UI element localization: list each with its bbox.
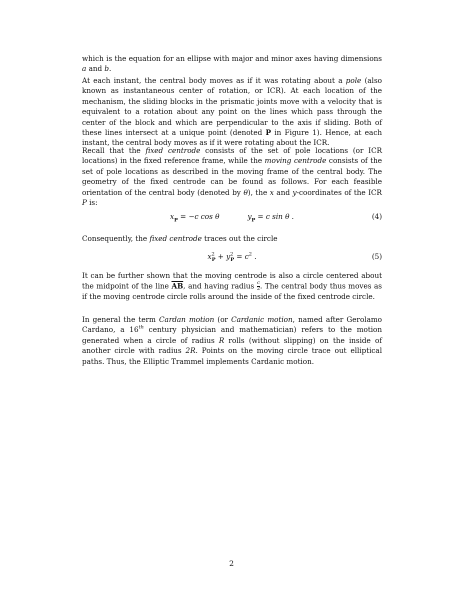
equation-4-body (82, 212, 382, 222)
text-run: consists of the set of pole locations (or ICR locations) in the fixed reference frame, while the (82, 146, 382, 166)
math-end: . (251, 252, 257, 261)
term-moving-centrode: moving centrode (264, 156, 327, 166)
text-run: -coordinates of the ICR (296, 187, 382, 197)
math-a: a (82, 64, 87, 74)
text-run: Consequently, the (82, 234, 150, 243)
math-op: + (215, 252, 227, 261)
math-2R: 2R (185, 346, 196, 356)
text-run: in Figure 1). Hence, at each instant, the central body moves as if it were rotating about the ICR. (82, 128, 382, 148)
text-run: rolls (without slipping) on the inside of another circle with radius (82, 335, 382, 356)
paragraph-ellipse-equation (82, 54, 382, 75)
term-cardanic-motion: Cardanic motion (231, 315, 293, 324)
fraction-denominator: 2 (256, 286, 261, 293)
superscript-th: th (138, 325, 144, 332)
text-run: , and having radius (183, 281, 257, 291)
math-x: x (207, 252, 212, 261)
text-run: 16 (129, 325, 139, 335)
equation-number: (4) (371, 212, 382, 221)
paragraph-pole (82, 76, 382, 149)
paragraph-moving-centrode (82, 271, 382, 303)
math-rhs: = c (234, 252, 249, 261)
math-y: y (226, 252, 231, 261)
text-run: (or (214, 315, 232, 324)
text-run: In general the term (82, 315, 160, 324)
paragraph-consequently (82, 234, 382, 244)
math-sub-P: P (174, 217, 178, 224)
math-sub-P: P (211, 257, 216, 264)
text-run: consists of the set of pole locations as described in the moving frame of the central body. The geometry of the fixed centrode can be found as follows. For each feasible orientation of the central body (denoted by (82, 156, 382, 197)
math-rhs: = −c cos θ (177, 212, 220, 221)
math-y: y (247, 212, 252, 221)
math-sup: 2 (211, 251, 215, 258)
text-run: ), the (247, 187, 270, 197)
text-run: . The central body thus moves as if the moving centrode circle rolls around the inside of the fixed centrode circle. (82, 281, 382, 302)
math-sup: 2 (230, 251, 234, 258)
text-run: At each instant, the central body moves as if it was rotating about a (82, 76, 346, 85)
term-pole: pole (345, 76, 362, 85)
equation-number: (5) (371, 252, 382, 261)
text-run: . Points on the moving circle trace out elliptical paths. Thus, the Elliptic Trammel implements Cardanic motion. (82, 346, 382, 366)
fraction-numerator: c (257, 280, 260, 287)
math-x: x (170, 212, 175, 221)
term-fixed-centrode: fixed centrode (145, 146, 201, 155)
term-cardan-motion: Cardan motion (159, 315, 215, 324)
text-run: and (273, 187, 293, 197)
paragraph-centrode (82, 146, 382, 208)
math-P-bold: P (265, 128, 272, 138)
math-R: R (218, 335, 225, 345)
math-b: b (104, 64, 109, 74)
text-run: which is the equation for an ellipse with major and minor axes having dimensions (82, 54, 382, 63)
math-x: x (269, 187, 274, 197)
math-rhs: = c sin θ . (255, 212, 294, 221)
term-fixed-centrode: fixed centrode (149, 234, 202, 243)
text-run: . (109, 64, 112, 74)
text-run: traces out the circle (201, 234, 278, 243)
equation-5-body (82, 252, 382, 262)
math-sub-P: P (230, 257, 235, 264)
equation-5 (82, 252, 382, 264)
page-number: 2 (229, 559, 234, 568)
equation-4 (82, 212, 382, 224)
paragraph-cardan-motion (82, 315, 382, 367)
text-run: (also known as instantaneous center of rotation, or ICR). At each location of the mechanism, the sliding blocks in the prismatic joints move with a velocity that is equivalent to a rotation about any point on the lines which pass through the center of the block and which are perpendicular to the axis if sliding. Both of these lines intersect at a unique point (denoted (82, 76, 382, 138)
math-y: y (292, 187, 297, 197)
text-run: Recall that the (82, 146, 146, 155)
math-AB: $\overline{AB}$ (171, 281, 184, 291)
text-run: is: (86, 198, 98, 208)
math-sup: 2 (248, 251, 252, 258)
text-run: , named after Gerolamo Cardano, a (82, 315, 383, 335)
math-P: P (82, 198, 87, 208)
math-theta: θ (243, 187, 248, 197)
text-run: and (86, 64, 105, 74)
text-run: century physician and mathematician) refers to the motion generated when a circle of radius (82, 325, 383, 345)
math-sub-P: P (251, 217, 256, 224)
text-run: It can be further shown that the moving centrode is also a circle centered about the midpoint of the line (82, 271, 382, 291)
